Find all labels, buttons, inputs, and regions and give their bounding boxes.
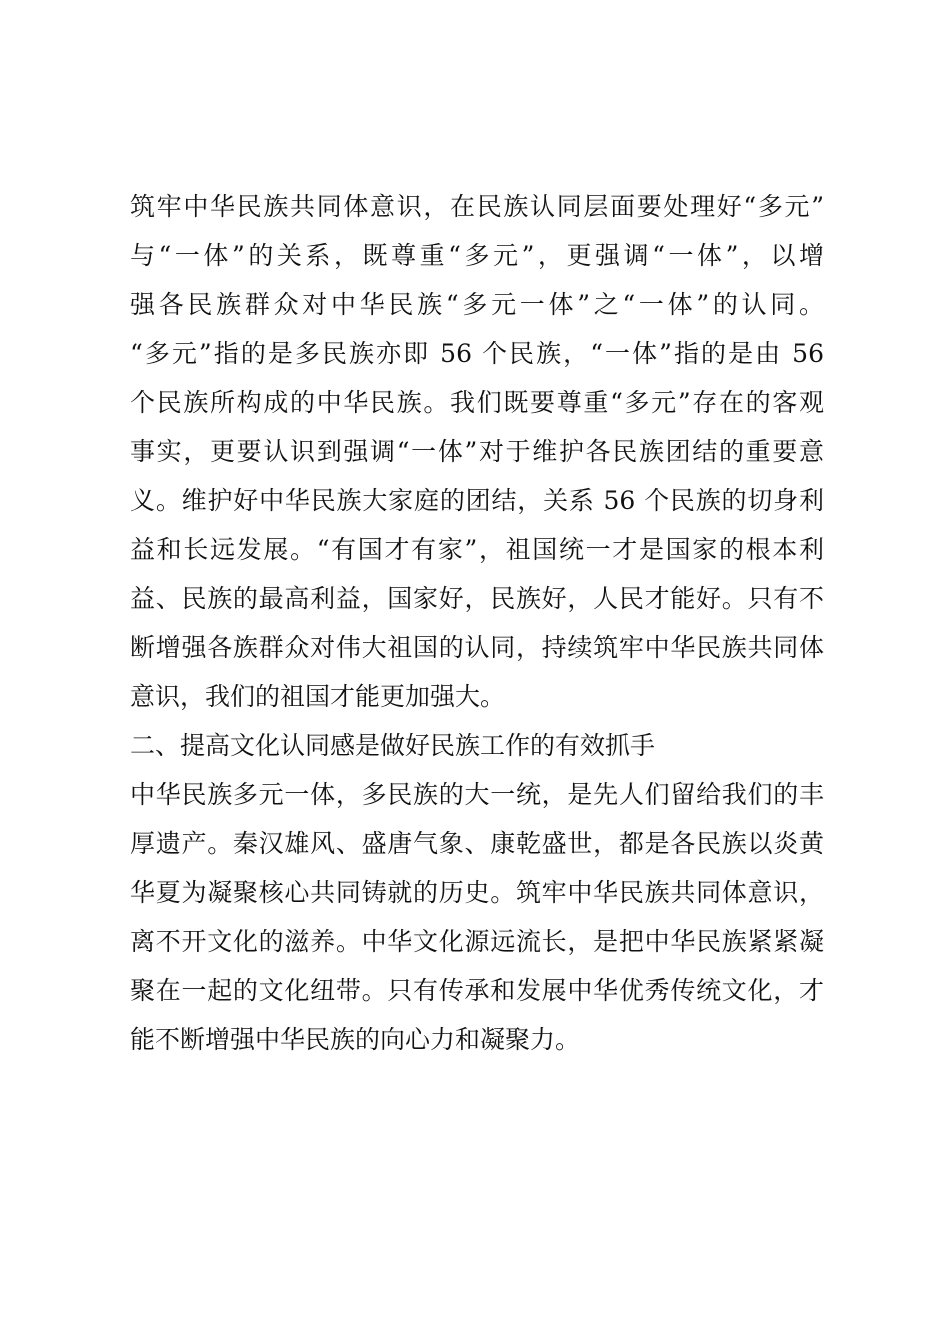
- paragraph-national-identity: [130, 182, 824, 721]
- text-line: 益、民族的最高利益，国家好，民族好，人民才能好。只有不: [130, 584, 824, 613]
- document-body: [130, 182, 824, 1064]
- text-line: 华夏为凝聚核心共同铸就的历史。筑牢中华民族共同体意识，: [130, 878, 824, 907]
- text-line: 意识，我们的祖国才能更加强大。: [130, 682, 506, 711]
- text-line: “多元”指的是多民族亦即 56 个民族，“一体”指的是由 56: [130, 339, 824, 368]
- section-heading: [130, 721, 824, 770]
- text-line: 与“一体”的关系，既尊重“多元”，更强调“一体”，以增: [130, 241, 824, 270]
- text-line: 断增强各族群众对伟大祖国的认同，持续筑牢中华民族共同体: [130, 633, 824, 662]
- text-line: 厚遗产。秦汉雄风、盛唐气象、康乾盛世，都是各民族以炎黄: [130, 829, 824, 858]
- text-line: 聚在一起的文化纽带。只有传承和发展中华优秀传统文化，才: [130, 976, 824, 1005]
- text-line: 个民族所构成的中华民族。我们既要尊重“多元”存在的客观: [130, 388, 824, 417]
- text-line: 事实，更要认识到强调“一体”对于维护各民族团结的重要意: [130, 437, 824, 466]
- text-line: 义。维护好中华民族大家庭的团结，关系 56 个民族的切身利: [130, 486, 824, 515]
- paragraph-cultural-identity: [130, 770, 824, 1064]
- text-line: 筑牢中华民族共同体意识，在民族认同层面要处理好“多元”: [130, 192, 824, 221]
- text-line: 强各民族群众对中华民族“多元一体”之“一体”的认同。: [130, 290, 824, 319]
- text-line: 离不开文化的滋养。中华文化源远流长，是把中华民族紧紧凝: [130, 927, 824, 956]
- heading-text: 二、提高文化认同感是做好民族工作的有效抓手: [130, 731, 656, 760]
- text-line: 中华民族多元一体，多民族的大一统，是先人们留给我们的丰: [130, 780, 824, 809]
- text-line: 能不断增强中华民族的向心力和凝聚力。: [130, 1025, 581, 1054]
- text-line: 益和长远发展。“有国才有家”，祖国统一才是国家的根本利: [130, 535, 824, 564]
